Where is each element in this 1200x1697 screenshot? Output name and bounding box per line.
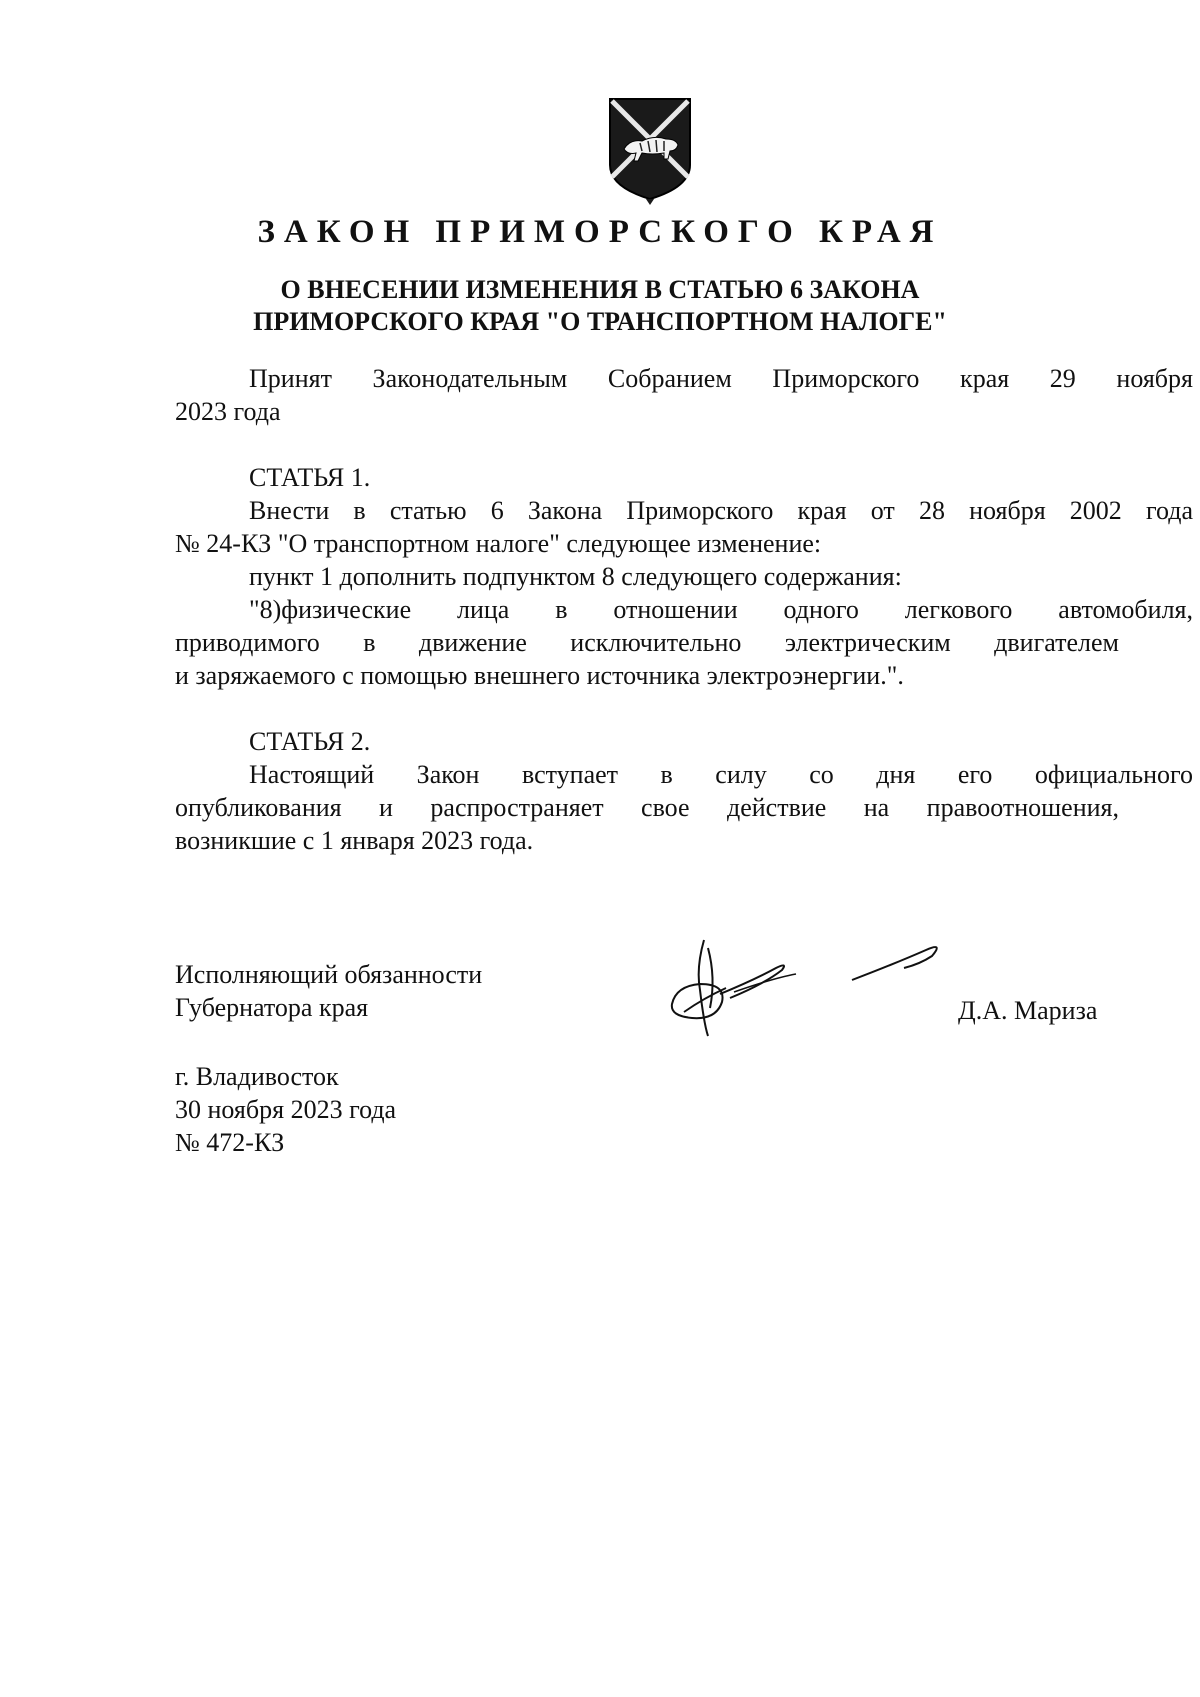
position-line: Губернатора края — [175, 993, 369, 1022]
article-heading: СТАТЬЯ 1. — [249, 463, 371, 492]
article-paragraph: возникшие с 1 января 2023 года. — [175, 826, 534, 855]
footer-date: 30 ноября 2023 года — [175, 1095, 397, 1124]
signatory-position — [175, 958, 482, 1024]
coat-of-arms-icon — [606, 95, 694, 205]
article-paragraph: № 24-КЗ "О транспортном налоге" следующее изменение: — [175, 529, 822, 558]
law-title: ЗАКОН ПРИМОРСКОГО КРАЯ — [257, 214, 943, 250]
law-subtitle — [0, 274, 1200, 338]
handwritten-signature-icon — [664, 928, 944, 1043]
article-paragraph: приводимого в движение исключительно электрическим двигателем — [175, 628, 1119, 657]
article-paragraph: опубликования и распространяет свое действие на правоотношения, — [175, 793, 1119, 822]
footer-number: № 472-КЗ — [175, 1128, 285, 1157]
document-footer — [175, 1060, 396, 1159]
article-paragraph: Настоящий Закон вступает в силу со дня его официального — [249, 760, 1193, 789]
adoption-line: Принят Законодательным Собранием Приморского края 29 ноября — [249, 364, 1193, 393]
footer-city: г. Владивосток — [175, 1062, 339, 1091]
position-line: Исполняющий обязанности — [175, 960, 483, 989]
article-paragraph: Внести в статью 6 Закона Приморского края от 28 ноября 2002 года — [249, 496, 1193, 525]
adoption-line: 2023 года — [175, 397, 281, 426]
subtitle-line: ПРИМОРСКОГО КРАЯ "О ТРАНСПОРТНОМ НАЛОГЕ" — [253, 307, 947, 336]
article-paragraph: "8)физические лица в отношении одного легкового автомобиля, — [249, 595, 1193, 624]
subtitle-line: О ВНЕСЕНИИ ИЗМЕНЕНИЯ В СТАТЬЮ 6 ЗАКОНА — [280, 275, 920, 304]
article-paragraph: пункт 1 дополнить подпунктом 8 следующего содержания: — [249, 562, 902, 591]
signatory-name: Д.А. Мариза — [958, 996, 1098, 1025]
article-paragraph: и заряжаемого с помощью внешнего источника электроэнергии.". — [175, 661, 904, 690]
article-heading: СТАТЬЯ 2. — [249, 727, 371, 756]
